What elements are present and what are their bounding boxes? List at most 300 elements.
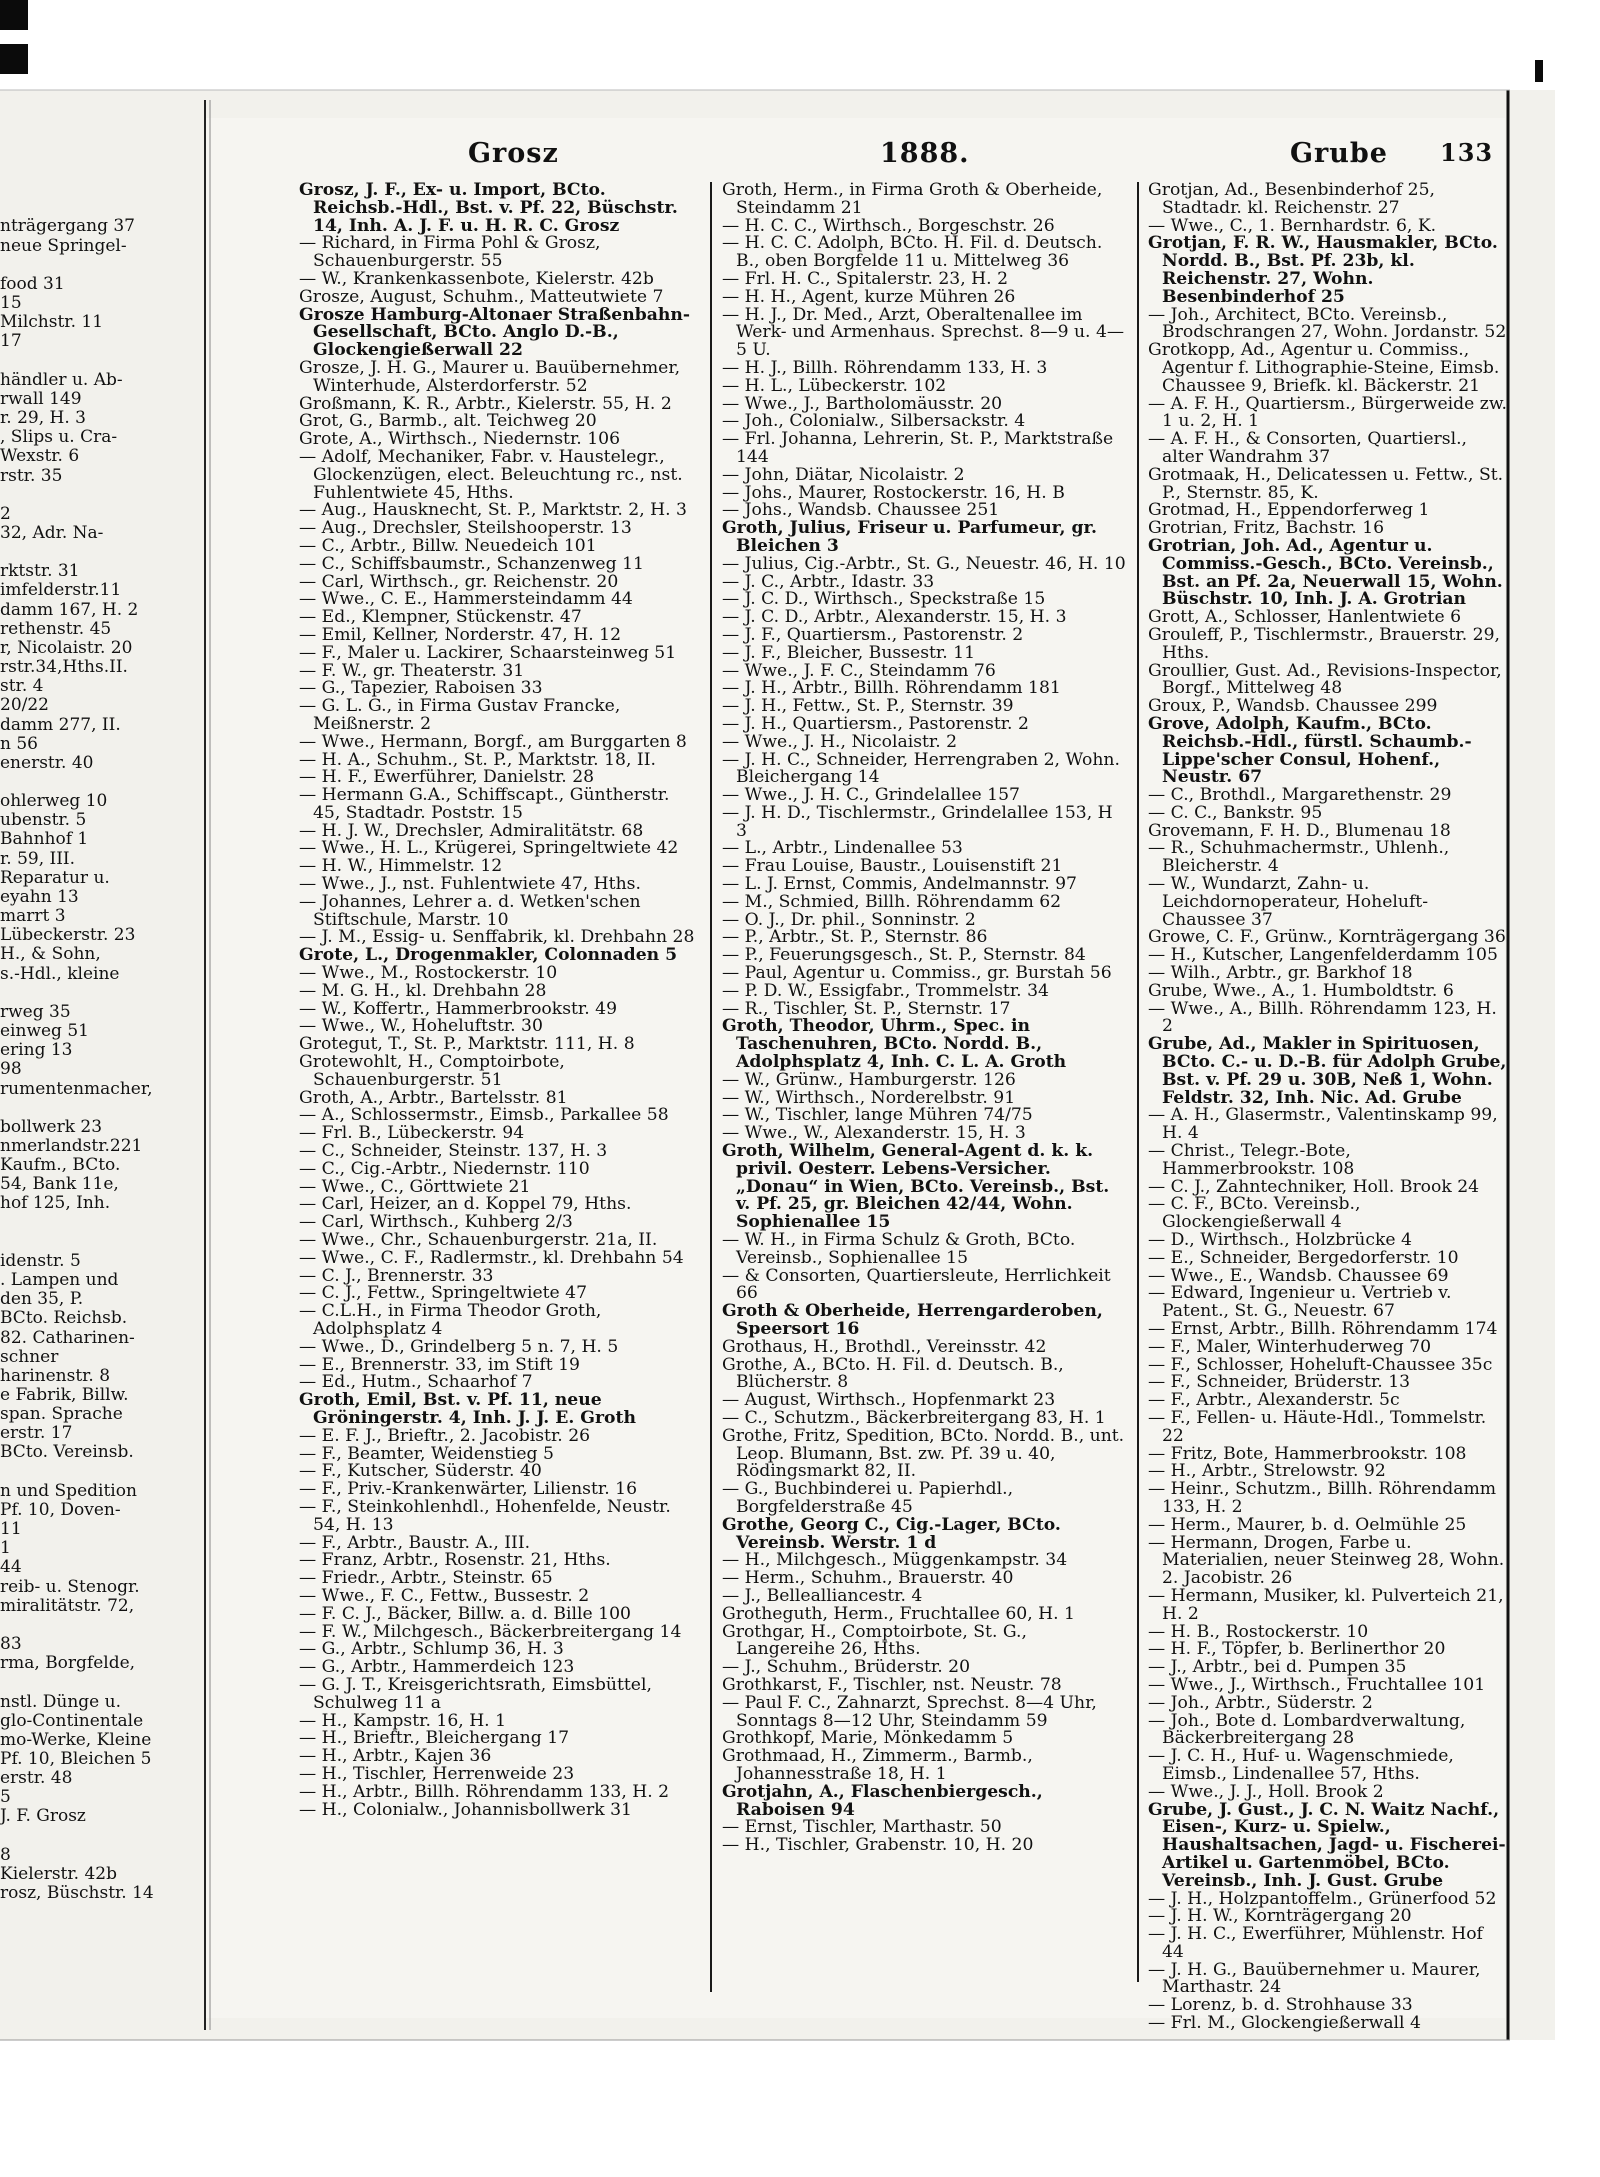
directory-entry: — J. F., Bleicher, Bussestr. 11 <box>722 642 976 663</box>
directory-entry: — H. F., Ewerführer, Danielstr. 28 <box>299 767 595 788</box>
directory-entry: Grot, G., Barmb., alt. Teichweg 20 <box>299 411 597 432</box>
directory-entry: — C., Schiffsbaumstr., Schanzenweg 11 <box>299 553 644 574</box>
directory-entry: — J. H. D., Tischlermstr., Grindelallee 153, H 3 <box>722 802 1113 841</box>
directory-entry: Grube, Wwe., A., 1. Humboldtstr. 6 <box>1148 980 1454 1001</box>
directory-entry: Grovemann, F. H. D., Blumenau 18 <box>1148 820 1451 841</box>
facing-page-line: food 31 <box>0 273 65 294</box>
facing-page-line <box>0 486 195 505</box>
directory-entry: — A. F. H., & Consorten, Quartiersl., alter Wandrahm 37 <box>1148 429 1467 467</box>
facing-page-line: 5 <box>0 1787 11 1808</box>
directory-entry: — J., Schuhm., Brüderstr. 20 <box>722 1657 971 1678</box>
left-edge-bar <box>0 44 28 74</box>
facing-page-line: e Fabrik, Billw. <box>0 1385 129 1405</box>
directory-entry: — J., Bellealliancestr. 4 <box>722 1585 923 1606</box>
facing-page-line: 11 <box>0 1519 22 1540</box>
directory-entry: — J. C. H., Huf- u. Wagenschmiede, Eimsb., Lindenallee 57, Hths. <box>1148 1746 1454 1784</box>
directory-entry: — H., Arbtr., Strelowstr. 92 <box>1148 1461 1386 1482</box>
directory-entry: — Hermann, Drogen, Farbe u. Materialien, neuer Steinweg 28, Wohn. 2. Jacobistr. 26 <box>1148 1532 1505 1589</box>
directory-entry: — J. H. C., Schneider, Herrengraben 2, Wohn. Bleichergang 14 <box>722 749 1120 788</box>
directory-entry: — Wwe., E., Wandsb. Chaussee 69 <box>1148 1265 1449 1286</box>
directory-entry: — H., Colonialw., Johannisbollwerk 31 <box>299 1799 632 1820</box>
facing-page-line: BCto. Reichsb. <box>0 1308 128 1329</box>
directory-entry: — Wwe., A., Billh. Röhrendamm 123, H. 2 <box>1148 998 1497 1037</box>
directory-entry: — C., Schneider, Steinstr. 137, H. 3 <box>299 1141 608 1162</box>
directory-entry: Groux, P., Wandsb. Chaussee 299 <box>1148 696 1438 717</box>
directory-entry: Grosze Hamburg-Altonaer Straßenbahn-Gesellschaft, BCto. Anglo D.-B., Glockengießerwall 22 <box>299 304 691 361</box>
directory-entry: — Joh., Bote d. Lombardverwaltung, Bäckerbreitergang 28 <box>1148 1710 1466 1749</box>
directory-entry: — John, Diätar, Nicolaistr. 2 <box>722 464 965 485</box>
directory-entry: — H. C. C. Adolph, BCto. H. Fil. d. Deutsch. B., oben Borgfelde 11 u. Mittelweg 36 <box>722 233 1103 272</box>
directory-entry: — H. H., Agent, kurze Mühren 26 <box>722 286 1016 307</box>
directory-entry: — A., Schlossermstr., Eimsb., Parkallee 58 <box>299 1105 669 1126</box>
directory-entry: — O. J., Dr. phil., Sonninstr. 2 <box>722 909 976 930</box>
directory-entry: Groullier, Gust. Ad., Revisions-Inspector, Borgf., Mittelweg 48 <box>1148 660 1502 699</box>
directory-entry: — F., Maler, Winterhuderweg 70 <box>1148 1336 1432 1357</box>
facing-page-line: Milchstr. 11 <box>0 312 104 333</box>
directory-column <box>1148 180 1508 2034</box>
directory-entry: Groth & Oberheide, Herrengarderoben, Speersort 16 <box>722 1301 1103 1339</box>
facing-page-line: damm 277, II. <box>0 714 121 735</box>
directory-entry: — J. H. G., Bauübernehmer u. Maurer, Marthastr. 24 <box>1148 1959 1481 1998</box>
directory-entry: — Johannes, Lehrer a. d. Wetken'schen Stiftschule, Marstr. 10 <box>299 891 641 930</box>
directory-entry: Grote, A., Wirthsch., Niedernstr. 106 <box>299 429 621 450</box>
directory-entry: — Wwe., J., Wirthsch., Fruchtallee 101 <box>1148 1674 1486 1695</box>
directory-entry: — C.L.H., in Firma Theodor Groth, Adolphsplatz 4 <box>299 1301 602 1339</box>
facing-page-line: Kaufm., BCto. <box>0 1155 121 1176</box>
directory-entry: — J. C. D., Arbtr., Alexanderstr. 15, H. 3 <box>722 607 1067 628</box>
directory-entry: — Wwe., C. F., Radlermstr., kl. Drehbahn 54 <box>299 1247 684 1268</box>
directory-entry: — Christ., Telegr.-Bote, Hammerbrookstr. 108 <box>1148 1141 1355 1179</box>
directory-entry: — Wwe., C. E., Hammersteindamm 44 <box>299 589 633 610</box>
facing-page-line: , Slips u. Cra- <box>0 427 118 448</box>
facing-page-line: Bahnhof 1 <box>0 829 89 850</box>
directory-entry: Grothe, Fritz, Spedition, BCto. Nordd. B., unt. Leop. Blumann, Bst. zw. Pf. 39 u. 40, Rödingsmarkt 82, II. <box>722 1425 1125 1482</box>
directory-entry: — Hermann G.A., Schiffscapt., Güntherstr. 45, Stadtadr. Poststr. 15 <box>299 785 670 823</box>
directory-entry: Grosz, J. F., Ex- u. Import, BCto. Reichsb.-Hdl., Bst. v. Pf. 22, Büschstr. 14, Inh. A. J. F. u. H. R. C. Grosz <box>299 180 678 236</box>
facing-page-line: rwall 149 <box>0 388 82 409</box>
directory-entry: — Joh., Architect, BCto. Vereinsb., Brodschrangen 27, Wohn. Jordanstr. 52 <box>1148 304 1507 343</box>
directory-entry: Groth, Theodor, Uhrm., Spec. in Taschenuhren, BCto. Nordd. B., Adolphsplatz 4, Inh. C. L. A. Groth <box>722 1016 1067 1073</box>
directory-entry: — H. B., Rostockerstr. 10 <box>1148 1621 1369 1642</box>
facing-page-fragment <box>0 160 195 2020</box>
facing-page-line: 83 <box>0 1634 22 1655</box>
directory-entry: — H., Milchgesch., Müggenkampstr. 34 <box>722 1550 1068 1571</box>
directory-entry: — H. W., Himmelstr. 12 <box>299 856 503 877</box>
directory-entry: — & Consorten, Quartiersleute, Herrlichkeit 66 <box>722 1265 1111 1304</box>
directory-entry: Grotjan, F. R. W., Hausmakler, BCto. Nordd. B., Bst. Pf. 23b, kl. Reichenstr. 27, Wohn. Besenbinderhof 25 <box>1148 233 1498 307</box>
facing-page-line: den 35, P. <box>0 1289 84 1310</box>
facing-page-line: rumentenmacher, <box>0 1078 153 1099</box>
facing-page-line: schner <box>0 1346 59 1367</box>
facing-page-line <box>0 1099 195 1118</box>
directory-entry: — Adolf, Mechaniker, Fabr. v. Haustelegr., Glockenzügen, elect. Beleuchtung rc., nst. Fuhlentwiete 45, Hths. <box>299 446 683 503</box>
directory-entry: — Aug., Hausknecht, St. P., Marktstr. 2, H. 3 <box>299 500 687 521</box>
facing-page-line: Pf. 10, Doven- <box>0 1499 121 1520</box>
facing-page-line <box>0 1616 195 1635</box>
directory-entry: — H., Arbtr., Kajen 36 <box>299 1746 492 1767</box>
directory-entry: Grott, A., Schlosser, Hanlentwiete 6 <box>1148 607 1462 628</box>
directory-entry: — H., Arbtr., Billh. Röhrendamm 133, H. 2 <box>299 1781 670 1802</box>
directory-entry: — Johs., Maurer, Rostockerstr. 16, H. B <box>722 482 1065 503</box>
directory-entry: — Joh., Arbtr., Süderstr. 2 <box>1148 1692 1373 1713</box>
directory-entry: — H., Tischler, Grabenstr. 10, H. 20 <box>722 1835 1034 1856</box>
directory-entry: Grotegut, T., St. P., Marktstr. 111, H. 8 <box>299 1034 635 1055</box>
facing-page-line: . Lampen und <box>0 1270 119 1291</box>
facing-page-line: rethenstr. 45 <box>0 618 112 639</box>
directory-entry: — D., Wirthsch., Holzbrücke 4 <box>1148 1230 1412 1251</box>
facing-page-line: n und Spedition <box>0 1480 137 1501</box>
directory-entry: — H. J. W., Drechsler, Admiralitätstr. 68 <box>299 820 644 841</box>
directory-entry: Grosze, J. H. G., Maurer u. Bauübernehmer, Winterhude, Alsterdorferstr. 52 <box>299 357 681 396</box>
directory-entry: — F. C. J., Bäcker, Billw. a. d. Bille 100 <box>299 1603 631 1624</box>
directory-entry: — Wwe., J. F. C., Steindamm 76 <box>722 660 996 681</box>
facing-page-line: erstr. 48 <box>0 1768 73 1789</box>
directory-entry: — C. C., Bankstr. 95 <box>1148 802 1323 823</box>
directory-entry: — C., Arbtr., Billw. Neuedeich 101 <box>299 535 597 556</box>
facing-page-line: Kielerstr. 42b <box>0 1863 117 1884</box>
running-head-year: 1888. <box>880 138 970 169</box>
directory-entry: — Frl. M., Glockengießerwall 4 <box>1148 2013 1421 2034</box>
facing-page-line <box>0 543 195 562</box>
directory-entry: — Wwe., J. J., Holl. Brook 2 <box>1148 1781 1384 1802</box>
facing-page-line: span. Sprache <box>0 1404 123 1425</box>
facing-page-line: nmerlandstr.221 <box>0 1135 143 1156</box>
facing-page-line: 54, Bank 11e, <box>0 1174 119 1195</box>
directory-entry: Groth, Wilhelm, General-Agent d. k. k. privil. Oesterr. Lebens-Versicher. „Donau“ in Wien, BCto. Vereinsb., Bst. v. Pf. 25, gr. Bleichen 42/44, Wohn. Sophienallee 15 <box>722 1141 1110 1233</box>
facing-page-line: nstl. Dünge u. <box>0 1691 121 1712</box>
facing-page-line: 15 <box>0 293 22 314</box>
directory-entry: — G., Arbtr., Schlump 36, H. 3 <box>299 1639 564 1660</box>
directory-entry: — F., Arbtr., Baustr. A., III. <box>299 1532 531 1553</box>
directory-entry: Groth, A., Arbtr., Bartelsstr. 81 <box>299 1087 568 1108</box>
directory-entry: — W., Koffertr., Hammerbrookstr. 49 <box>299 998 618 1019</box>
directory-entry: — Wwe., Hermann, Borgf., am Burggarten 8 <box>299 731 687 752</box>
facing-page-line: rma, Borgfelde, <box>0 1653 136 1674</box>
facing-page-line: r. 29, H. 3 <box>0 408 86 429</box>
facing-page-line <box>0 1673 195 1692</box>
directory-column <box>722 182 1127 1982</box>
directory-entry: — Emil, Kellner, Norderstr. 47, H. 12 <box>299 624 622 645</box>
facing-page-line <box>0 352 195 371</box>
directory-entry: — Lorenz, b. d. Strohhause 33 <box>1148 1995 1413 2016</box>
directory-entry: — F., Arbtr., Alexanderstr. 5c <box>1148 1390 1400 1411</box>
directory-entry: — Frl. H. C., Spitalerstr. 23, H. 2 <box>722 268 1009 289</box>
directory-entry: — Hermann, Musiker, kl. Pulverteich 21, H. 2 <box>1148 1585 1504 1624</box>
facing-page-line: 8 <box>0 1844 11 1865</box>
directory-entry: — H., Brieftr., Bleichergang 17 <box>299 1728 570 1749</box>
directory-entry: Grube, Ad., Makler in Spirituosen, BCto. C.- u. D.-B. für Adolph Grube, Bst. v. Pf. 29 u. 30B, Neß 1, Wohn. Feldstr. 32, Inh. Nic. Ad. Grube <box>1148 1034 1507 1108</box>
directory-entry: — G. J. T., Kreisgerichtsrath, Eimsbüttel, Schulweg 11 a <box>299 1674 652 1713</box>
directory-entry: — Carl, Heizer, an d. Koppel 79, Hths. <box>299 1194 632 1215</box>
directory-entry: — M. G. H., kl. Drehbahn 28 <box>299 980 547 1001</box>
facing-page-line: hof 125, Inh. <box>0 1193 111 1214</box>
facing-page-line: rstr.34,Hths.II. <box>0 657 128 678</box>
facing-page-line <box>0 984 195 1003</box>
directory-entry: — H., Kutscher, Langenfelderdamm 105 <box>1148 945 1498 966</box>
directory-entry: — H. A., Schuhm., St. P., Marktstr. 18, II. <box>299 749 656 770</box>
directory-entry: — F., Steinkohlenhdl., Hohenfelde, Neustr. 54, H. 13 <box>299 1496 671 1535</box>
facing-page-line: n 56 <box>0 733 38 754</box>
facing-page-line <box>0 773 195 792</box>
directory-entry: — J. C., Arbtr., Idastr. 33 <box>722 571 935 592</box>
directory-entry: — E., Schneider, Bergedorferstr. 10 <box>1148 1247 1459 1268</box>
directory-entry: — C. J., Zahntechniker, Holl. Brook 24 <box>1148 1176 1480 1197</box>
facing-page-line: 1 <box>0 1538 11 1559</box>
facing-page-line: 2 <box>0 503 11 524</box>
directory-entry: Grote, L., Drogenmakler, Colonnaden 5 <box>299 945 678 966</box>
facing-page-line: enerstr. 40 <box>0 752 94 773</box>
facing-page-line: 98 <box>0 1059 22 1080</box>
directory-entry: — Joh., Colonialw., Silbersackstr. 4 <box>722 411 1026 432</box>
directory-entry: — J. M., Essig- u. Senffabrik, kl. Drehbahn 28 <box>299 927 695 948</box>
directory-entry: Grotjan, Ad., Besenbinderhof 25, Stadtadr. kl. Reichenstr. 27 <box>1148 180 1435 218</box>
directory-entry: — P. D. W., Essigfabr., Trommelstr. 34 <box>722 980 1049 1001</box>
directory-column <box>299 182 699 1982</box>
directory-entry: Groth, Herm., in Firma Groth & Oberheide, Steindamm 21 <box>722 180 1103 218</box>
directory-entry: — Paul, Agentur u. Commiss., gr. Burstah 56 <box>722 963 1112 984</box>
directory-entry: — Wwe., C., Görttwiete 21 <box>299 1176 531 1197</box>
facing-page-line: ohlerweg 10 <box>0 791 108 812</box>
directory-entry: — G., Tapezier, Raboisen 33 <box>299 678 543 699</box>
running-head-right: Grube <box>1290 138 1388 169</box>
directory-entry: — P., Arbtr., St. P., Sternstr. 86 <box>722 927 988 948</box>
directory-entry: — F., Schneider, Brüderstr. 13 <box>1148 1372 1411 1393</box>
facing-page-line <box>0 1233 195 1252</box>
directory-entry: — F., Priv.-Krankenwärter, Lilienstr. 16 <box>299 1479 638 1500</box>
directory-entry: Groth, Emil, Bst. v. Pf. 11, neue Gröningerstr. 4, Inh. J. J. E. Groth <box>299 1390 636 1428</box>
facing-page-line: glo-Continentale <box>0 1710 144 1731</box>
directory-entry: — Wwe., F. C., Fettw., Bussestr. 2 <box>299 1585 590 1606</box>
facing-page-line <box>0 179 195 198</box>
directory-entry: — W., Krankenkassenbote, Kielerstr. 42b <box>299 268 654 289</box>
facing-page-line: 44 <box>0 1557 22 1578</box>
facing-page-line: miralitätstr. 72, <box>0 1595 135 1616</box>
directory-entry: — C., Cig.-Arbtr., Niedernstr. 110 <box>299 1158 590 1179</box>
facing-page-line: J. F. Grosz <box>0 1806 86 1827</box>
facing-page-line: damm 167, H. 2 <box>0 599 139 620</box>
directory-entry: — Ernst, Arbtr., Billh. Röhrendamm 174 <box>1148 1319 1498 1339</box>
directory-entry: — J. F., Quartiersm., Pastorenstr. 2 <box>722 624 1024 645</box>
facing-page-line <box>0 198 195 217</box>
directory-entry: — Richard, in Firma Pohl & Grosz, Schauenburgerstr. 55 <box>299 233 601 272</box>
facing-page-line: 20/22 <box>0 695 49 716</box>
corner-mark <box>1535 60 1543 82</box>
facing-page-line: H., & Sohn, <box>0 944 101 965</box>
directory-entry: Groth, Julius, Friseur u. Parfumeur, gr. Bleichen 3 <box>722 518 1097 556</box>
directory-entry: — C. F., BCto. Vereinsb., Glockengießerwall 4 <box>1148 1194 1361 1233</box>
directory-entry: Grothe, Georg C., Cig.-Lager, BCto. Vereinsb. Werstr. 1 d <box>722 1514 1061 1553</box>
directory-entry: Grotrian, Joh. Ad., Agentur u. Commiss.-Gesch., BCto. Vereinsb., Bst. an Pf. 2a, Neuerwall 15, Wohn. Büschstr. 10, Inh. J. A. Grotrian <box>1148 535 1503 610</box>
directory-entry: — C., Schutzm., Bäckerbreitergang 83, H. 1 <box>722 1407 1106 1428</box>
directory-entry: — Wwe., Chr., Schauenburgerstr. 21a, II. <box>299 1230 658 1251</box>
directory-entry: — Friedr., Arbtr., Steinstr. 65 <box>299 1568 553 1589</box>
left-edge-bar <box>0 0 28 30</box>
directory-entry: Grosze, August, Schuhm., Matteutwiete 7 <box>299 286 664 307</box>
directory-entry: — P., Feuerungsgesch., St. P., Sternstr. 84 <box>722 945 1086 966</box>
directory-entry: Grothkarst, F., Tischler, nst. Neustr. 78 <box>722 1674 1062 1695</box>
directory-entry: — F., Beamter, Weidenstieg 5 <box>299 1443 554 1464</box>
directory-entry: Grotrian, Fritz, Bachstr. 16 <box>1148 518 1385 539</box>
facing-page-line: bollwerk 23 <box>0 1116 103 1137</box>
directory-entry: Grothmaad, H., Zimmerm., Barmb., Johannesstraße 18, H. 1 <box>722 1746 1033 1784</box>
directory-entry: Grotmaak, H., Delicatessen u. Fettw., St. P., Sternstr. 85, K. <box>1148 464 1504 503</box>
directory-entry: — G. L. G., in Firma Gustav Francke, Meißnerstr. 2 <box>299 696 621 734</box>
facing-page-line: händler u. Ab- <box>0 369 123 390</box>
directory-entry: — M., Schmied, Billh. Röhrendamm 62 <box>722 891 1062 912</box>
directory-entry: Growe, C. F., Grünw., Kornträgergang 36 <box>1148 927 1506 948</box>
directory-entry: — F. W., gr. Theaterstr. 31 <box>299 660 525 681</box>
directory-entry: Grothkopf, Marie, Mönkedamm 5 <box>722 1728 1014 1749</box>
directory-entry: — C. J., Fettw., Springeltwiete 47 <box>299 1283 588 1304</box>
directory-entry: — R., Tischler, St. P., Sternstr. 17 <box>722 998 1011 1019</box>
directory-entry: — Wwe., D., Grindelberg 5 n. 7, H. 5 <box>299 1336 619 1357</box>
directory-entry: — Frl. B., Lübeckerstr. 94 <box>299 1123 525 1144</box>
column-rule <box>710 182 712 1992</box>
directory-entry: Grothe, A., BCto. H. Fil. d. Deutsch. B., Blücherstr. 8 <box>722 1354 1064 1393</box>
facing-page-line: Pf. 10, Bleichen 5 <box>0 1748 152 1769</box>
directory-entry: — F., Schlosser, Hoheluft-Chaussee 35c <box>1148 1354 1493 1375</box>
facing-page-line <box>0 1214 195 1233</box>
facing-page-line: reib- u. Stenogr. <box>0 1576 140 1597</box>
directory-entry: — Julius, Cig.-Arbtr., St. G., Neuestr. 46, H. 10 <box>722 553 1126 574</box>
directory-entry: — Ed., Hutm., Schaarhof 7 <box>299 1372 533 1393</box>
directory-entry: — Wwe., J. H. C., Grindelallee 157 <box>722 785 1020 806</box>
directory-entry: — Carl, Wirthsch., Kuhberg 2/3 <box>299 1212 573 1233</box>
directory-entry: — H. J., Dr. Med., Arzt, Oberaltenallee im Werk- und Armenhaus. Sprechst. 8—9 u. 4—5 U. <box>722 304 1125 361</box>
directory-entry: — Wwe., H. L., Krügerei, Springeltwiete 42 <box>299 838 679 859</box>
directory-entry: Grothaus, H., Brothdl., Vereinsstr. 42 <box>722 1336 1047 1357</box>
facing-page-line <box>0 1463 195 1482</box>
directory-entry: — J., Arbtr., bei d. Pumpen 35 <box>1148 1657 1407 1678</box>
directory-entry: — G., Buchbinderei u. Papierhdl., Borgfelderstraße 45 <box>722 1479 1014 1517</box>
directory-entry: — A. H., Glasermstr., Valentinskamp 99, H. 4 <box>1148 1105 1498 1144</box>
directory-entry: — Wwe., W., Hoheluftstr. 30 <box>299 1016 543 1037</box>
directory-entry: — Ed., Klempner, Stückenstr. 47 <box>299 607 582 628</box>
facing-page-line: 32, Adr. Na- <box>0 522 104 543</box>
facing-page-line: r, Nicolaistr. 20 <box>0 637 133 658</box>
facing-page-line <box>0 1827 195 1846</box>
facing-page-line: rosz, Büschstr. 14 <box>0 1883 154 1904</box>
facing-page-line: idenstr. 5 <box>0 1250 81 1271</box>
directory-entry: — C. J., Brennerstr. 33 <box>299 1265 494 1286</box>
facing-page-line: Reparatur u. <box>0 867 110 888</box>
facing-page-line: rweg 35 <box>0 1001 71 1022</box>
facing-page-line: BCto. Vereinsb. <box>0 1442 134 1463</box>
facing-page-line: ubenstr. 5 <box>0 810 87 831</box>
directory-entry: — E., Brennerstr. 33, im Stift 19 <box>299 1354 580 1375</box>
facing-page-line: mo-Werke, Kleine <box>0 1729 152 1750</box>
directory-entry: — H. C. C., Wirthsch., Borgeschstr. 26 <box>722 215 1055 236</box>
directory-entry: — E. F. J., Brieftr., 2. Jacobistr. 26 <box>299 1425 591 1446</box>
directory-entry: — H., Kampstr. 16, H. 1 <box>299 1710 507 1731</box>
directory-entry: — J. H., Holzpantoffelm., Grünerfood 52 <box>1148 1888 1497 1909</box>
directory-entry: — H. L., Lübeckerstr. 102 <box>722 375 947 396</box>
directory-entry: — J. H., Quartiersm., Pastorenstr. 2 <box>722 713 1029 734</box>
directory-entry: — Frau Louise, Baustr., Louisenstift 21 <box>722 856 1063 877</box>
facing-page-line: neue Springel- <box>0 235 127 256</box>
directory-entry: — Edward, Ingenieur u. Vertrieb v. Patent., St. G., Neuestr. 67 <box>1148 1283 1452 1322</box>
facing-page-line: s.-Hdl., kleine <box>0 963 120 984</box>
running-head-left: Grosz <box>468 138 559 169</box>
directory-entry: — C., Brothdl., Margarethenstr. 29 <box>1148 785 1452 806</box>
facing-page-line: Lübeckerstr. 23 <box>0 925 136 946</box>
facing-page-line: ering 13 <box>0 1040 73 1061</box>
facing-page-line: r. 59, III. <box>0 848 76 869</box>
directory-entry: — H. F., Töpfer, b. Berlinerthor 20 <box>1148 1639 1446 1660</box>
directory-entry: — W., Wirthsch., Norderelbstr. 91 <box>722 1087 1016 1108</box>
facing-page-line: Wexstr. 6 <box>0 446 80 467</box>
facing-page-line: marrt 3 <box>0 906 66 927</box>
directory-entry: — Wwe., J. H., Nicolaistr. 2 <box>722 731 958 752</box>
directory-entry: — Carl, Wirthsch., gr. Reichenstr. 20 <box>299 571 619 592</box>
directory-entry: Grothgar, H., Comptoirbote, St. G., Langereihe 26, Hths. <box>722 1621 1027 1660</box>
directory-entry: — Frl. Johanna, Lehrerin, St. P., Marktstraße 144 <box>722 429 1114 467</box>
directory-entry: Grotmad, H., Eppendorferweg 1 <box>1148 500 1430 521</box>
column-rule <box>1137 182 1139 1982</box>
directory-entry: — J. H. C., Ewerführer, Mühlenstr. Hof 44 <box>1148 1924 1483 1962</box>
directory-entry: — F., Maler u. Lackirer, Schaarsteinweg 51 <box>299 642 677 663</box>
directory-entry: Großmann, K. R., Arbtr., Kielerstr. 55, H. 2 <box>299 393 672 414</box>
directory-entry: — A. F. H., Quartiersm., Bürgerweide zw. 1 u. 2, H. 1 <box>1148 393 1507 432</box>
directory-entry: — Wwe., W., Alexanderstr. 15, H. 3 <box>722 1123 1026 1144</box>
directory-entry: Grove, Adolph, Kaufm., BCto. Reichsb.-Hdl., fürstl. Schaumb.-Lippe'scher Consul, Hohenf., Neustr. 67 <box>1148 713 1472 788</box>
facing-page-line: str. 4 <box>0 676 44 697</box>
directory-entry: — J. H., Arbtr., Billh. Röhrendamm 181 <box>722 678 1061 699</box>
directory-entry: — Fritz, Bote, Hammerbrookstr. 108 <box>1148 1443 1467 1464</box>
directory-entry: Grotjahn, A., Flaschenbiergesch., Raboisen 94 <box>722 1781 1043 1820</box>
directory-entry: Grouleff, P., Tischlermstr., Brauerstr. 29, Hths. <box>1148 624 1500 663</box>
directory-entry: Grotewohlt, H., Comptoirbote, Schauenburgerstr. 51 <box>299 1052 565 1090</box>
directory-entry: Grotkopp, Ad., Agentur u. Commiss., Agentur f. Lithographie-Steine, Eimsb. Chaussee 9, Briefk. kl. Bäckerstr. 21 <box>1148 340 1500 396</box>
facing-page-line: erstr. 17 <box>0 1423 73 1444</box>
directory-entry: — H. J., Billh. Röhrendamm 133, H. 3 <box>722 357 1048 378</box>
page-number: 133 <box>1440 138 1494 167</box>
directory-entry: Grube, J. Gust., J. C. N. Waitz Nachf., Eisen-, Kurz- u. Spielw., Haushaltsachen, Jagd- u. Fischerei-Artikel u. Gartenmöbel, BCto. Vereinsb., Inh. J. Gust. Grube <box>1148 1799 1506 1891</box>
directory-entry: — W., Grünw., Hamburgerstr. 126 <box>722 1069 1016 1090</box>
directory-entry: — Herm., Maurer, b. d. Oelmühle 25 <box>1148 1514 1467 1535</box>
directory-entry: — L. J. Ernst, Commis, Andelmannstr. 97 <box>722 874 1077 895</box>
directory-entry: — Wwe., J., nst. Fuhlentwiete 47, Hths. <box>299 874 641 895</box>
facing-page-line: rstr. 35 <box>0 465 63 486</box>
directory-entry: — August, Wirthsch., Hopfenmarkt 23 <box>722 1390 1056 1411</box>
directory-entry: — W. H., in Firma Schulz & Groth, BCto. Vereinsb., Sophienallee 15 <box>722 1230 1076 1268</box>
directory-entry: — Johs., Wandsb. Chaussee 251 <box>722 500 1000 521</box>
directory-entry: — Ernst, Tischler, Marthastr. 50 <box>722 1817 1002 1838</box>
directory-entry: Grotheguth, Herm., Fruchtallee 60, H. 1 <box>722 1603 1075 1624</box>
directory-entry: — Wwe., J., Bartholomäusstr. 20 <box>722 393 1003 414</box>
facing-page-line: 17 <box>0 331 22 352</box>
facing-page-line: rktstr. 31 <box>0 561 80 582</box>
facing-page-line: einweg 51 <box>0 1021 89 1042</box>
directory-entry: — F. W., Milchgesch., Bäckerbreitergang 14 <box>299 1621 682 1642</box>
directory-entry: — Wwe., C., 1. Bernhardstr. 6, K. <box>1148 215 1437 236</box>
directory-entry: — G., Arbtr., Hammerdeich 123 <box>299 1657 575 1678</box>
directory-entry: — L., Arbtr., Lindenallee 53 <box>722 838 963 859</box>
directory-entry: — H., Tischler, Herrenweide 23 <box>299 1763 575 1784</box>
facing-page-line: harinenstr. 8 <box>0 1365 111 1386</box>
directory-entry: — R., Schuhmachermstr., Uhlenh., Bleicherstr. 4 <box>1148 838 1450 877</box>
directory-entry: — Aug., Drechsler, Steilshooperstr. 13 <box>299 518 632 539</box>
directory-entry: — Wwe., M., Rostockerstr. 10 <box>299 963 558 984</box>
directory-entry: — Herm., Schuhm., Brauerstr. 40 <box>722 1568 1014 1589</box>
directory-entry: — Franz, Arbtr., Rosenstr. 21, Hths. <box>299 1550 611 1571</box>
facing-page-line: 82. Catharinen- <box>0 1327 135 1348</box>
facing-page-line: eyahn 13 <box>0 886 79 907</box>
directory-entry: — Paul F. C., Zahnarzt, Sprechst. 8—4 Uhr, Sonntags 8—12 Uhr, Steindamm 59 <box>722 1692 1097 1731</box>
directory-entry: — Wilh., Arbtr., gr. Barkhof 18 <box>1148 963 1413 984</box>
directory-entry: — J. H. W., Kornträgergang 20 <box>1148 1906 1412 1927</box>
facing-page-line <box>0 256 195 275</box>
